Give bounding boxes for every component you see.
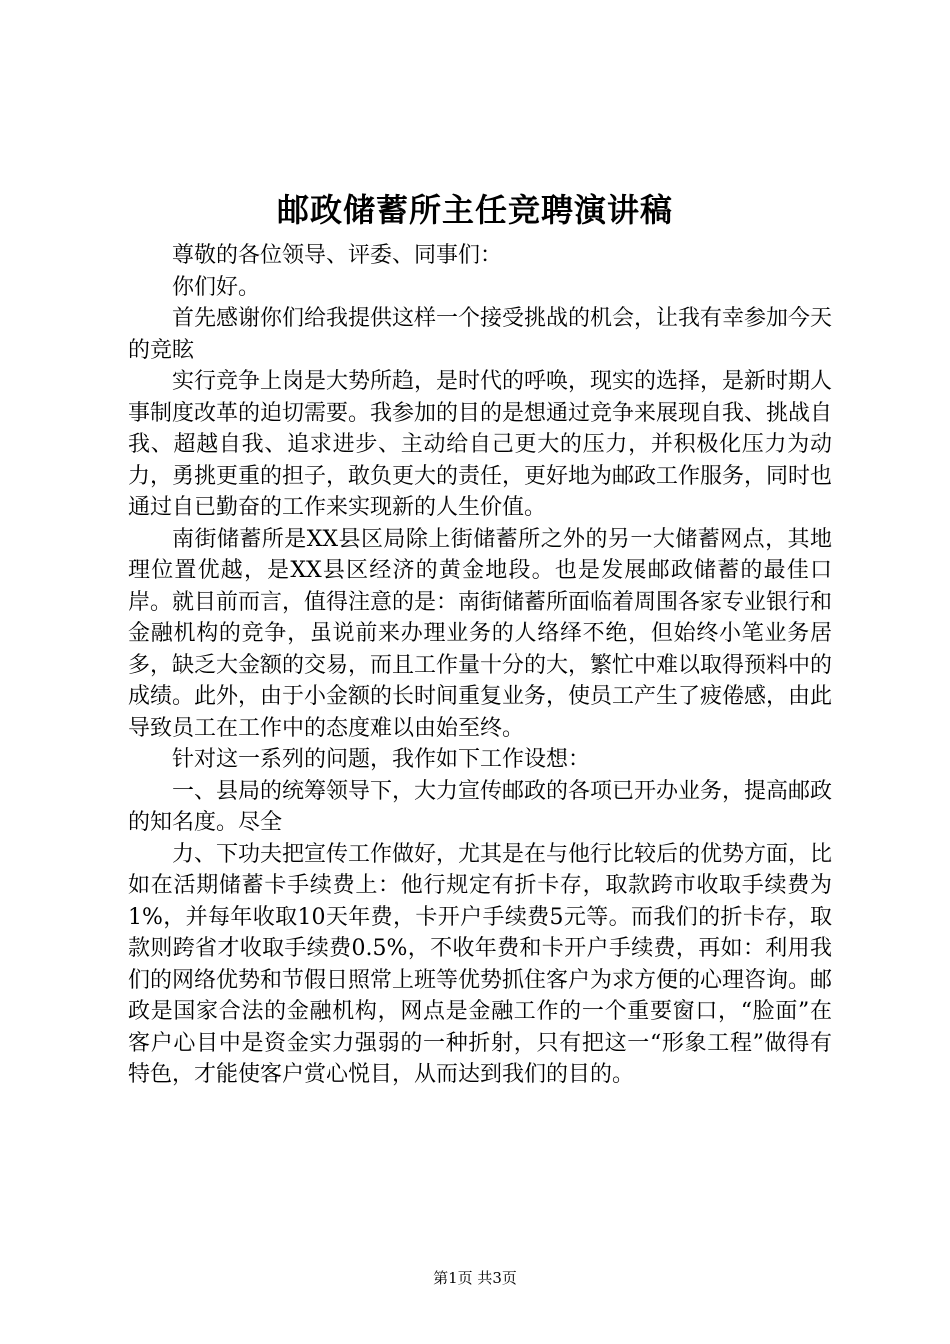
paragraph-plan-point-one: 一、县局的统筹领导下，大力宣传邮政的各项已开办业务，提高邮政的知名度。尽全: [128, 778, 833, 835]
paragraph-plan-point-one-continued: 力、下功夫把宣传工作做好，尤其是在与他行比较后的优势方面，比如在活期储蓄卡手续费上：他行规定有折卡存，取款跨市收取手续费为1%，并每年收取10天年费，卡开户手续费5元等。而我们的折卡存，取款则跨省才收取手续费0.5%，不收年费和卡开户手续费，再如：利用我们的网络优势和节假日照常上班等优势抓住客户为求方便的心理咨询。邮政是国家合法的金融机构，网点是金融工作的一个重要窗口，“脸面”在客户心目中是资金实力强弱的一种折射，只有把这一“形象工程”做得有特色，才能使客户赏心悦目，从而达到我们的目的。: [128, 841, 833, 1087]
paragraph-thanks: 首先感谢你们给我提供这样一个接受挑战的机会，让我有幸参加今天的竞眩: [128, 306, 833, 363]
paragraph-salutation: 尊敬的各位领导、评委、同事们：: [172, 243, 503, 268]
document-title: 邮政储蓄所主任竞聘演讲稿: [276, 191, 673, 229]
paragraph-greeting: 你们好。: [172, 274, 261, 300]
paragraph-plan-intro: 针对这一系列的问题，我作如下工作设想：: [172, 747, 591, 772]
document-body: [128, 240, 832, 1091]
page-footer: 第1页 共3页: [433, 1269, 517, 1287]
paragraph-motivation: 实行竞争上岗是大势所趋，是时代的呼唤，现实的选择，是新时期人事制度改革的迫切需要。我参加的目的是想通过竞争来展现自我、挑战自我、超越自我、追求进步、主动给自己更大的压力，并积极化压力为动力，勇挑更重的担子，敢负更大的责任，更好地为邮政工作服务，同时也通过自已勤奋的工作来实现新的人生价值。: [128, 369, 833, 520]
paragraph-branch-situation: 南街储蓄所是XX县区局除上街储蓄所之外的另一大储蓄网点，其地理位置优越，是XX县区经济的黄金地段。也是发展邮政储蓄的最佳口岸。就目前而言，值得注意的是：南街储蓄所面临着周围各家专业银行和金融机构的竞争，虽说前来办理业务的人络绎不绝，但始终小笔业务居多，缺乏大金额的交易，而且工作量十分的大，繁忙中难以取得预料中的成绩。此外，由于小金额的长时间重复业务，使员工产生了疲倦感，由此导致员工在工作中的态度难以由始至终。: [128, 526, 833, 741]
